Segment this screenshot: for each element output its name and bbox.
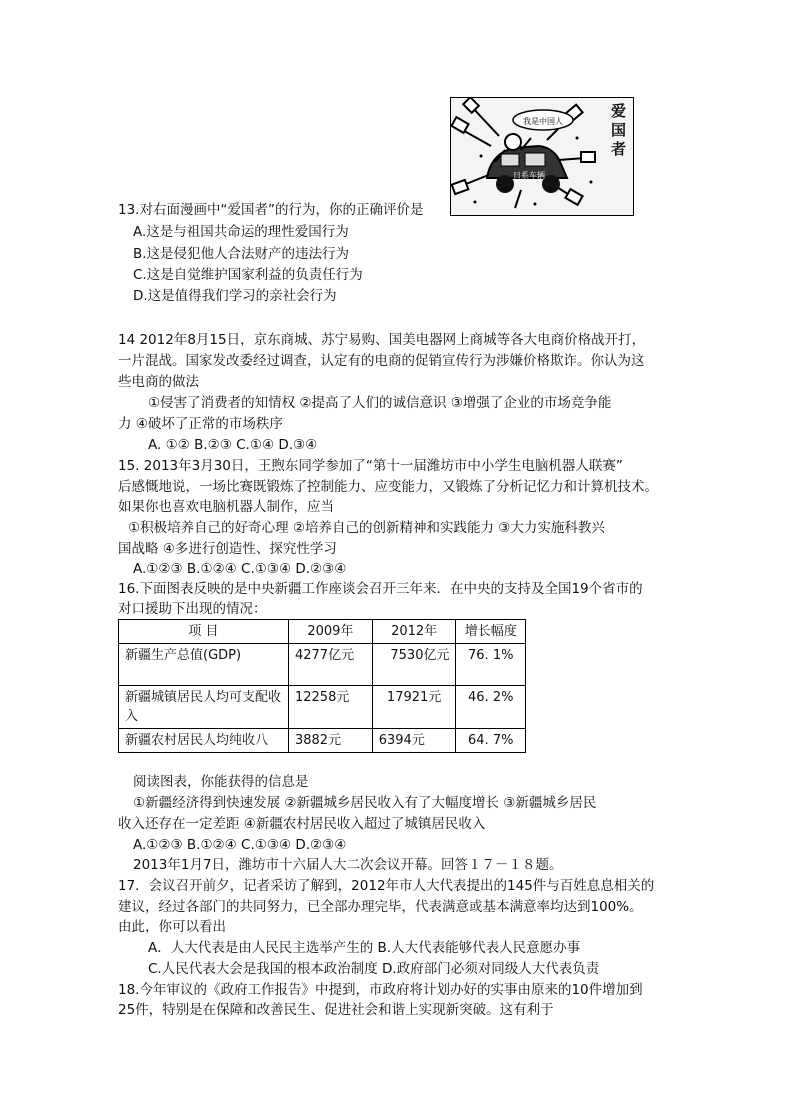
q16-line: ①新疆经济得到快速发展 ②新疆城乡居民收入有了大幅度增长 ③新疆城乡居民 <box>133 795 597 811</box>
q17-line: 17．会议召开前夕，记者采访了解到，2012年市人大代表提出的145件与百姓息息相关的 <box>118 878 655 894</box>
table-cell: 4277亿元 <box>288 644 372 686</box>
table-header: 2009年 <box>288 620 372 644</box>
q18-line: 25件，特别是在保障和改善民生、促进社会和谐上实现新突破。这有利于 <box>118 1002 554 1018</box>
cartoon-car-text: 日系车辆 <box>513 171 545 180</box>
table-row <box>119 686 526 729</box>
q17-option: C.人民代表大会是我国的根本政治制度 D.政府部门必须对同级人大代表负责 <box>148 961 600 977</box>
q15-line: 15. 2013年3月30日，王煦东同学参加了“第十一届潍坊市中小学生电脑机器人联赛” <box>118 458 623 474</box>
table-cell: 12258元 <box>288 686 372 729</box>
q17-line: 由此，你可以看出 <box>118 919 226 935</box>
q16-line: 阅读图表，你能获得的信息是 <box>133 774 309 790</box>
intro-17-18: 2013年1月7日，潍坊市十六届人大二次会议开幕。回答１７－１８题。 <box>133 857 563 873</box>
q14-line: 些电商的做法 <box>118 374 199 390</box>
q15-line: ①积极培养自己的好奇心理 ②培养自己的创新精神和实践能力 ③大力实施科教兴 <box>128 520 605 536</box>
q17-option: A．人大代表是由人民民主选举产生的 B.人大代表能够代表人民意愿办事 <box>148 940 581 956</box>
q13-option-a: A.这是与祖国共命运的理性爱国行为 <box>133 224 349 240</box>
table-cell: 3882元 <box>288 729 372 753</box>
q14-line: 14 2012年8月15日，京东商城、苏宁易购、国美电器网上商城等各大电商价格战开打， <box>118 332 646 348</box>
q18-line: 18.今年审议的《政府工作报告》中提到，市政府将计划办好的实事由原来的10件增加到 <box>118 982 643 998</box>
cartoon-drawing <box>451 98 633 215</box>
q14-line: 力 ④破坏了正常的市场秩序 <box>118 416 283 432</box>
q16-line: 收入还存在一定差距 ④新疆农村居民收入超过了城镇居民收入 <box>118 816 486 832</box>
q14-answers: A. ①② B.②③ C.①④ D.③④ <box>148 437 318 453</box>
table-row <box>119 729 526 753</box>
q13-stem: 13.对右面漫画中“爱国者”的行为，你的正确评价是 <box>118 202 424 218</box>
q14-line: ①侵害了消费者的知情权 ②提高了人们的诚信意识 ③增强了企业的市场竞争能 <box>148 395 612 411</box>
cartoon-side-text: 爱国者 <box>611 102 627 158</box>
q13-option-d: D.这是值得我们学习的亲社会行为 <box>133 288 337 304</box>
table-cell: 7530亿元 <box>372 644 456 686</box>
q16-line: 16.下面图表反映的是中央新疆工作座谈会召开三年来．在中央的支持及全国19个省市的 <box>118 581 643 597</box>
table-row <box>119 644 526 686</box>
table-cell: 17921元 <box>372 686 456 729</box>
q15-answers: A.①②③ B.①②④ C.①③④ D.②③④ <box>133 561 347 577</box>
q17-line: 建议，经过各部门的共同努力，已全部办理完毕，代表满意或基本满意率均达到100%。 <box>118 899 643 915</box>
table-cell: 64. 7% <box>456 729 526 753</box>
table-cell: 76. 1% <box>456 644 526 686</box>
table-header: 增长幅度 <box>456 620 526 644</box>
q16-answers: A.①②③ B.①②④ C.①③④ D.②③④ <box>133 837 347 853</box>
table-cell: 6394元 <box>372 729 456 753</box>
table-cell: 新疆城镇居民人均可支配收入 <box>119 686 289 729</box>
cartoon-illustration <box>450 97 634 216</box>
table-cell: 46. 2% <box>456 686 526 729</box>
data-table <box>118 619 526 753</box>
q14-line: 一片混战。国家发改委经过调查，认定有的电商的促销宣传行为涉嫌价格欺诈。你认为这 <box>118 353 645 369</box>
q15-line: 国战略 ④多进行创造性、探究性学习 <box>118 541 337 557</box>
q16-line: 对口援助下出现的情况： <box>118 601 267 617</box>
table-cell: 新疆生产总值(GDP) <box>119 644 289 686</box>
q15-line: 如果你也喜欢电脑机器人制作，应当 <box>118 499 334 515</box>
q13-option-b: B.这是侵犯他人合法财产的违法行为 <box>133 246 350 262</box>
q15-line: 后感慨地说，一场比赛既锻炼了控制能力、应变能力，又锻炼了分析记忆力和计算机技术。 <box>118 479 658 495</box>
table-header: 项 目 <box>119 620 289 644</box>
table-cell: 新疆农村居民人均纯收八 <box>119 729 289 753</box>
table-header: 2012年 <box>372 620 456 644</box>
q13-option-c: C.这是自觉维护国家利益的负责任行为 <box>133 267 363 283</box>
table-header-row <box>119 620 526 644</box>
cartoon-banner-text: 我是中国人 <box>523 117 563 126</box>
